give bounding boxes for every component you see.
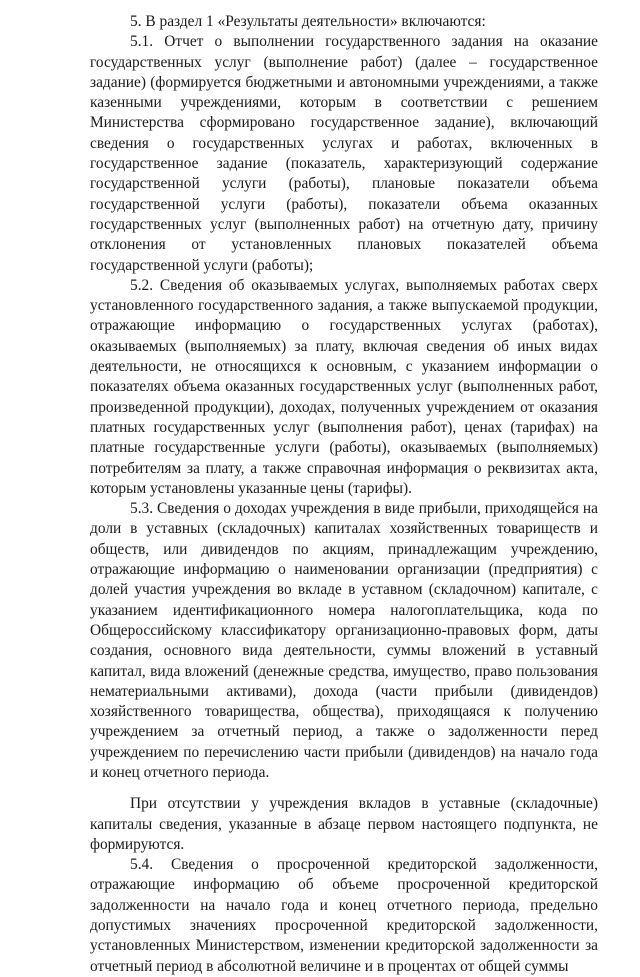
paragraph-5-1: 5.1. Отчет о выполнении государственного задания на оказание государственных услуг (выполнение работ) (далее – государственное задание) (формируется бюджетными и автономными учреждениями, а также казенными учреждениями, которым в соответствии с решением Министерства сформировано государственное задание), включающий сведения о государственных услугах и работах, включенных в государственное задание (показатель, характеризующий содержание государственной услуги (работы), плановые показатели объема государственной услуги (работы), показатели объема оказанных государственных услуг (выполненных работ) на отчетную дату, причину отклонения от установленных плановых показателей объема государственной услуги (работы); <box>90 33 598 274</box>
section-5-heading: 5. В раздел 1 «Результаты деятельности» включаются: <box>130 13 486 30</box>
paragraph-5-3-note: При отсутствии у учреждения вкладов в уставные (складочные) капиталы сведения, указанные в абзаце первом настоящего подпункта, не формируются. <box>90 795 598 853</box>
document-page <box>90 12 598 977</box>
paragraph-5-2: 5.2. Сведения об оказываемых услугах, выполняемых работах сверх установленного государственного задания, а также выпускаемой продукции, отражающие информацию о государственных услугах (работах), оказываемых (выполняемых) за плату, включая сведения об иных видах деятельности, не относящихся к основным, с указанием информации о показателях объема оказанных государственных услуг (выполненных работ, произведенной продукции), доходах, полученных учреждением от оказания платных государственных услуг (выполнения работ), ценах (тарифах) на платные государственные услуги (работы), оказываемых (выполняемых) потребителям за плату, а также справочная информация о реквизитах акта, которым установлены указанные цены (тарифы). <box>90 276 598 497</box>
paragraph-5-4: 5.4. Сведения о просроченной кредиторской задолженности, отражающие информацию об объеме просроченной кредиторской задолженности на начало года и конец отчетного периода, предельно допустимых значениях просроченной кредиторской задолженности, установленных Министерством, изменении кредиторской задолженности за отчетный период в абсолютной величине и в процентах от общей суммы <box>90 856 598 975</box>
paragraph-5-3: 5.3. Сведения о доходах учреждения в виде прибыли, приходящейся на доли в уставных (складочных) капиталах хозяйственных товариществ и обществ, или дивидендов по акциям, принадлежащим учреждению, отражающие информацию о наименовании организации (предприятия) с долей участия учреждения во вкладе в уставном (складочном) капитале, с указанием идентификационного номера налогоплательщика, кода по Общероссийскому классификатору организационно-правовых форм, даты создания, основного вида деятельности, суммы вложений в уставный капитал, вида вложений (денежные средства, имущество, право пользования нематериальными активами), дохода (части прибыли (дивидендов) хозяйственного товарищества, общества), приходящаяся к получению учреждением за отчетный период, а также о задолженности перед учреждением по перечислению части прибыли (дивидендов) на начало года и конец отчетного периода. <box>90 500 598 781</box>
